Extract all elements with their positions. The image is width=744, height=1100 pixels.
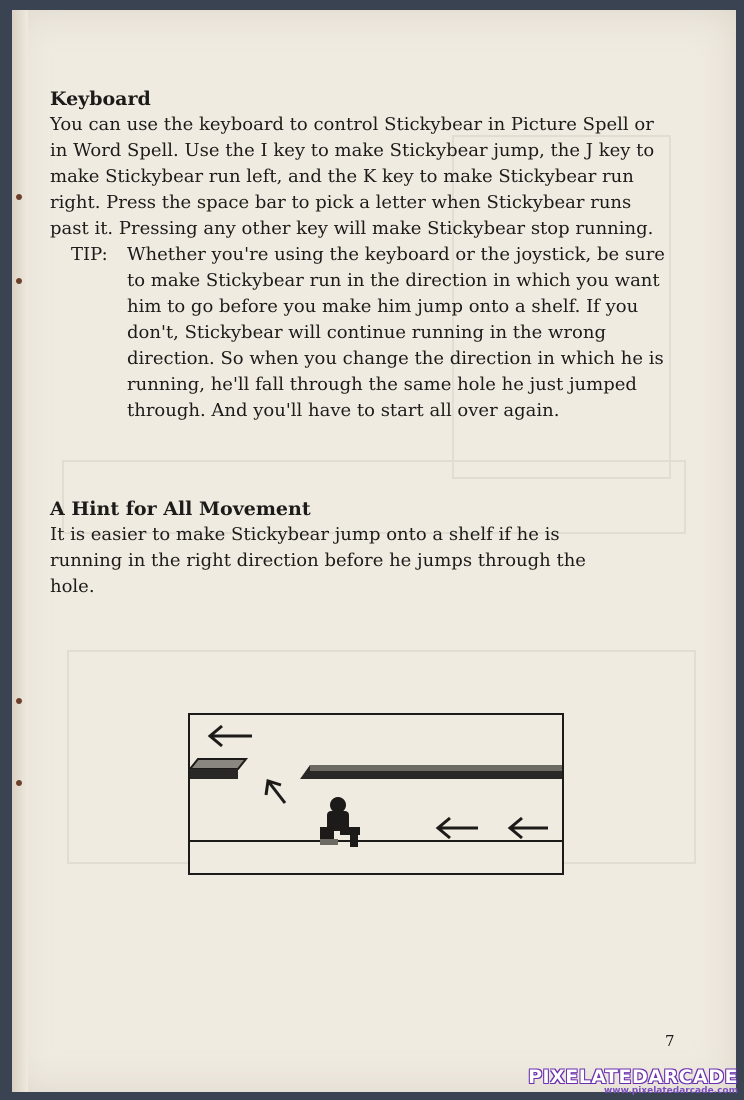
left-shelf — [190, 759, 246, 779]
page-content — [50, 86, 690, 600]
watermark-logo — [528, 1066, 738, 1096]
staple-mark — [16, 780, 22, 786]
stickybear-figure — [320, 797, 360, 847]
hint-heading: A Hint for All Movement — [50, 498, 311, 520]
keyboard-body: You can use the keyboard to control Stickybear in Picture Spell or in Word Spell. Use the I key to make Stickybear jump, the J key to make Stickybear run left, and the K key to make Stickybear run right. Press the space bar to pick a letter when Stickybear runs past it. Pressing any other key will make Stickybear stop running. — [50, 114, 655, 239]
staple-mark — [16, 194, 22, 200]
tip-block — [50, 242, 690, 424]
page-number: 7 — [665, 1032, 675, 1050]
tip-label: TIP: — [71, 244, 108, 265]
right-shelf — [300, 765, 562, 779]
page-spine — [12, 10, 28, 1092]
watermark-title: PIXELATEDARCADE — [528, 1066, 738, 1088]
watermark-url[interactable]: www.pixelatedarcade.com — [603, 1086, 738, 1096]
book-page — [12, 10, 736, 1092]
run-left-arrow-icon — [510, 818, 548, 838]
jump-arrow-icon — [266, 781, 285, 803]
keyboard-heading: Keyboard — [50, 88, 151, 110]
left-arrow-icon — [210, 726, 252, 746]
staple-mark — [16, 278, 22, 284]
stickybear-illustration — [188, 713, 564, 875]
run-left-arrow-icon — [438, 818, 478, 838]
hint-body: It is easier to make Stickybear jump onto a shelf if he is running in the right direction before he jumps through the hole. — [50, 524, 586, 597]
staple-mark — [16, 698, 22, 704]
tip-text: Whether you're using the keyboard or the joystick, be sure to make Stickybear run in the direction in which you want him to go before you make him jump onto a shelf. If you don't, Stickybear will continue running in the wrong direction. So when you change the direction in which he is running, he'll fall through the same hole he just jumped through. And you'll have to start all over again. — [127, 244, 665, 421]
illustration-drawing — [190, 715, 562, 873]
